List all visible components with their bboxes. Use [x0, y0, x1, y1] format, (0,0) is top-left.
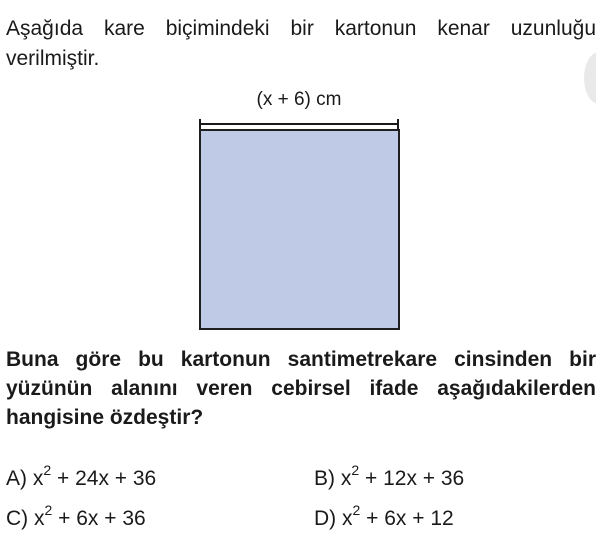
- option-d[interactable]: [314, 502, 454, 532]
- option-base: x: [342, 507, 353, 530]
- option-b[interactable]: [314, 462, 465, 492]
- cardboard-square: [199, 129, 400, 330]
- option-letter: D): [314, 507, 337, 530]
- option-rest: + 6x + 36: [58, 507, 146, 530]
- intro-text: Aşağıda kare biçimindeki bir kartonun kenar uzunluğu verilmiştir.: [6, 17, 596, 70]
- dimension-line: [199, 119, 399, 129]
- option-rest: + 24x + 36: [56, 467, 157, 490]
- option-rest: + 12x + 36: [364, 467, 465, 490]
- option-letter: C): [6, 507, 29, 530]
- side-length-label: (x + 6) cm: [256, 89, 342, 110]
- option-c[interactable]: [6, 502, 146, 532]
- option-letter: A): [6, 467, 27, 490]
- option-rest: + 6x + 12: [366, 507, 454, 530]
- option-base: x: [34, 507, 45, 530]
- option-exponent: 2: [43, 462, 52, 478]
- option-base: x: [340, 467, 352, 490]
- option-exponent: 2: [352, 502, 361, 518]
- dimension-tick-left: [199, 119, 201, 129]
- question-text: Buna göre bu kartonun santimetrekare cinsinden bir yüzünün alanını veren cebirsel ifade aşağıdakilerden hangisine özdeştir?: [6, 348, 596, 429]
- option-exponent: 2: [351, 462, 360, 478]
- option-letter: B): [314, 467, 335, 490]
- option-base: x: [32, 467, 44, 490]
- dimension-tick-right: [397, 119, 399, 129]
- option-exponent: 2: [44, 502, 53, 518]
- dimension-bar: [199, 123, 399, 125]
- option-a[interactable]: [6, 462, 157, 492]
